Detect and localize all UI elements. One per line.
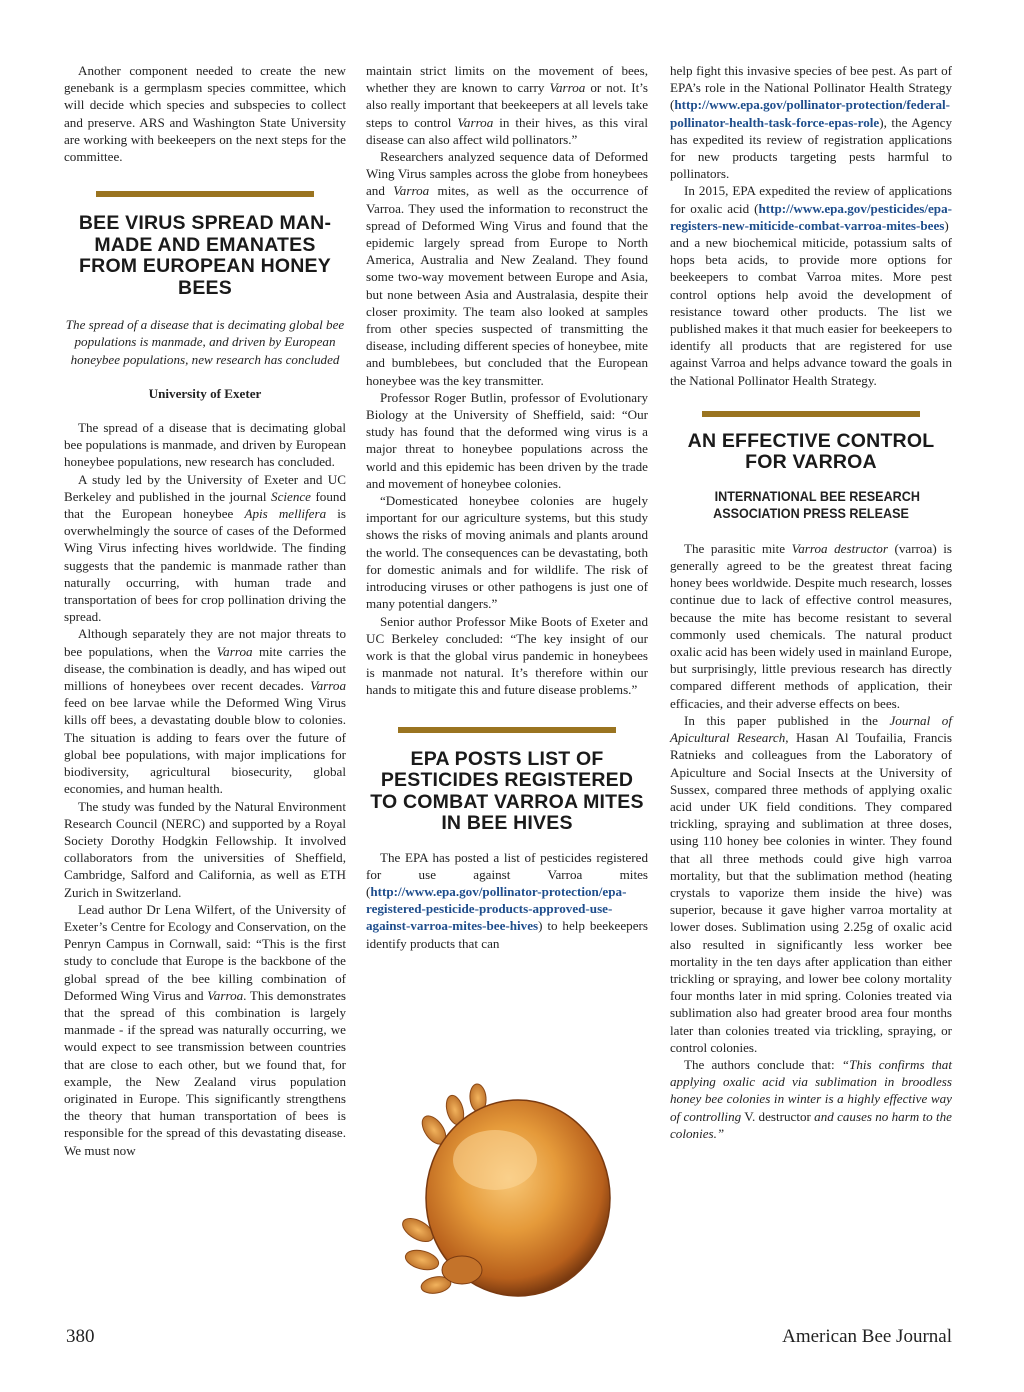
epa-link[interactable]: http://www.epa.gov/pollinator-protection/epa-registered-pesticide-products-approved-use-against-varroa-mites-bee-hives (366, 883, 627, 934)
column-middle (366, 62, 648, 952)
body-paragraph: The study was funded by the Natural Environment Research Council (NERC) and supported by a Royal Society Dorothy Hodgkin Fellowship. It involved collaborators from the universities of Sheffield, Cambridge, Salford and California, as well as ETH Zurich in Switzerland. (64, 798, 346, 900)
body-paragraph: The authors conclude that: “This confirms that applying oxalic acid via sublimation in broodless honey bee colonies in winter is a highly effective way of controlling V. destructor and causes no harm to the colonies.” (670, 1056, 952, 1141)
body-paragraph: Senior author Professor Mike Boots of Exeter and UC Berkeley concluded: “The key insight of our work is that the global virus pandemic in honeybees is manmade not natural. It’s therefore within our hands to mitigate this and future disease problems.” (366, 613, 648, 698)
article-headline: AN EFFECTIVE CONTROL FOR VARROA (687, 429, 935, 474)
body-paragraph: help fight this invasive species of bee pest. As part of EPA’s role in the National Pollinator Health Strategy (http://www.epa.gov/pollinator-protection/federal-pollinator-health-task-force-epas-role), the Agency has expedited its review of registration applications for new products targeting pests harmful to pollinators. (670, 63, 952, 182)
article-headline: EPA POSTS LIST OF PESTICIDES REGISTERED TO COMBAT VARROA MITES IN BEE HIVES (370, 747, 644, 835)
article-deck: The spread of a disease that is decimating global bee populations is manmade, and driven by European honeybee populations, new research has concluded (65, 317, 345, 367)
mite-mouthparts (442, 1256, 482, 1284)
body-paragraph: The parasitic mite Varroa destructor (varroa) is generally agreed to be the greatest threat facing honey bees worldwide. Despite much research, losses continue due to lack of effective control measures, because the mite has become resistant to several commonly used chemicals. The natural product oxalic acid has been widely used in mainland Europe, but surprisingly, little previous research has directly compared different methods of application, their efficacies, and their adverse effects on bees. (670, 540, 952, 711)
body-paragraph: In 2015, EPA expedited the review of applications for oxalic acid (http://www.epa.gov/pesticides/epa-registers-new-miticide-combat-varroa-mites-bees) and a new biochemical miticide, potassium salts of hops beta acids, to provide more options for beekeepers to combat Varroa mites. More pest control options help avoid the development of resistance toward other products. The list we published makes it that much easier for beekeepers to identify all products that are registered for use against Varroa and helps advance toward the goals in the National Pollinator Health Strategy. (670, 183, 952, 388)
article-headline: BEE VIRUS SPREAD MAN-MADE AND EMANATES FROM EUROPEAN HONEY BEES (78, 212, 332, 299)
body-paragraph: “Domesticated honeybee colonies are hugely important for our agriculture systems, but this study shows the risks of moving animals and plants around the world. The consequences can be devastating, both for domestic animals and for wildlife. The risk of introducing viruses or other pathogens is just one of many potential dangers.” (366, 493, 648, 612)
varroa-mite-illustration (400, 1080, 615, 1305)
body-paragraph: Although separately they are not major threats to bee populations, when the Varroa mite carries the disease, the combination is deadly, and has wiped out millions of honeybees over recent decades. Varroa feed on bee larvae while the Deformed Wing Virus kills off bees, a devastating double blow to colonies. The situation is adding to fears over the future of global bee populations, with major implications for biodiversity, agricultural biosecurity, global economies, and human health. (64, 626, 347, 797)
article-byline: University of Exeter (148, 385, 262, 401)
column-right (670, 62, 952, 1142)
journal-name: American Bee Journal (782, 1326, 952, 1347)
body-paragraph: The spread of a disease that is decimating global bee populations is manmade, and driven by European honeybee populations, new research has concluded. (64, 420, 346, 470)
body-paragraph: maintain strict limits on the movement of bees, whether they are known to carry Varroa or not. It’s also really important that beekeepers at all levels take steps to control Varroa in their hives, as this viral disease can also affect wild pollinators.” (366, 63, 648, 147)
epa-oxalic-link[interactable]: http://www.epa.gov/pesticides/epa-registers-new-miticide-combat-varroa-mites-bees (670, 200, 952, 233)
body-paragraph: A study led by the University of Exeter and UC Berkeley and published in the journal Science found that the European honeybee Apis mellifera is overwhelmingly the source of cases of the Deformed Wing Virus infecting hives worldwide. The finding suggests that the pandemic is manmade rather than naturally occurring, with human trade and transportation of bees for crop pollination driving the spread. (64, 471, 346, 625)
body-paragraph: Researchers analyzed sequence data of Deformed Wing Virus samples across the globe from honeybees and Varroa mites, as well as the occurrence of Varroa. They used the information to reconstruct the spread of Deformed Wing Virus and found that the epidemic largely spread from Europe to North America, Australia and New Zealand. They found some two-way movement between Europe and Asia, but none between Asia and Australasia, despite their closer proximity. The team also looked at samples from other species suspected of transmitting the disease, including different species of honeybee, mite and bumblebees, but concluded that the European honeybee was the key transmitter. (366, 149, 648, 388)
epa-role-link[interactable]: http://www.epa.gov/pollinator-protection/federal-pollinator-health-task-force-epas-role (670, 97, 951, 130)
intro-paragraph: Another component needed to create the new genebank is a germplasm species committee, which will decide which species and subspecies to collect and preserve. ARS and Washington State University are working with beekeepers on the next steps for the committee. (64, 63, 346, 165)
body-paragraph: The EPA has posted a list of pesticides registered for use against Varroa mites (http://www.epa.gov/pollinator-protection/epa-registered-pesticide-products-approved-use-against-varroa-mites-bee-hives) to help beekeepers identify products that can (366, 849, 648, 951)
column-left (64, 62, 346, 1159)
page-number: 380 (66, 1326, 95, 1347)
article-subhead: INTERNATIONAL BEE RESEARCH ASSOCIATION PRESS RELEASE (713, 487, 920, 522)
body-paragraph: Lead author Dr Lena Wilfert, of the University of Exeter’s Centre for Ecology and Conservation, on the Penryn Campus in Cornwall, said: “This is the first study to conclude that Europe is the backbone of the global spread of the bee killing combination of Deformed Wing Virus and Varroa. This demonstrates that the spread of this combination is largely manmade - if the spread was naturally occurring, we would expect to see transmission between countries that are close to each other, but we found that, for example, the New Zealand virus population originated in Europe. This significantly strengthens the theory that human transportation of bees is responsible for the spread of this devastating disease. We must now (64, 901, 347, 1158)
body-paragraph: In this paper published in the Journal of Apicultural Research, Hasan Al Toufailia, Francis Ratnieks and colleagues from the Laboratory of Apiculture and Social Insects at the University of Sussex, compared three methods of applying oxalic acid under UK field conditions. They compared trickling, spraying and sublimation at three doses, using 110 honey bee colonies in winter. They found that all three methods could give high varroa mortality, but that the sublimation method (heating crystals to vaporize them inside the hive) was superior, because it gave higher varroa mortality at lower doses. Sublimation using 2.25g of oxalic acid also resulted in significantly less worker bee mortality in the ten days after application than either trickling or spraying, and lower bee colony mortality four months later in mid spring. Colonies treated via sublimation also had greater brood area four months later than colonies treated via trickling, spraying, or control colonies. (670, 712, 952, 1055)
body-paragraph: Professor Roger Butlin, professor of Evolutionary Biology at the University of Sheffield, said: “Our study has found that the deformed wing virus is a major threat to honeybee populations across the world and this epidemic has been driven by the trade and movement of honeybee colonies. (366, 389, 648, 491)
